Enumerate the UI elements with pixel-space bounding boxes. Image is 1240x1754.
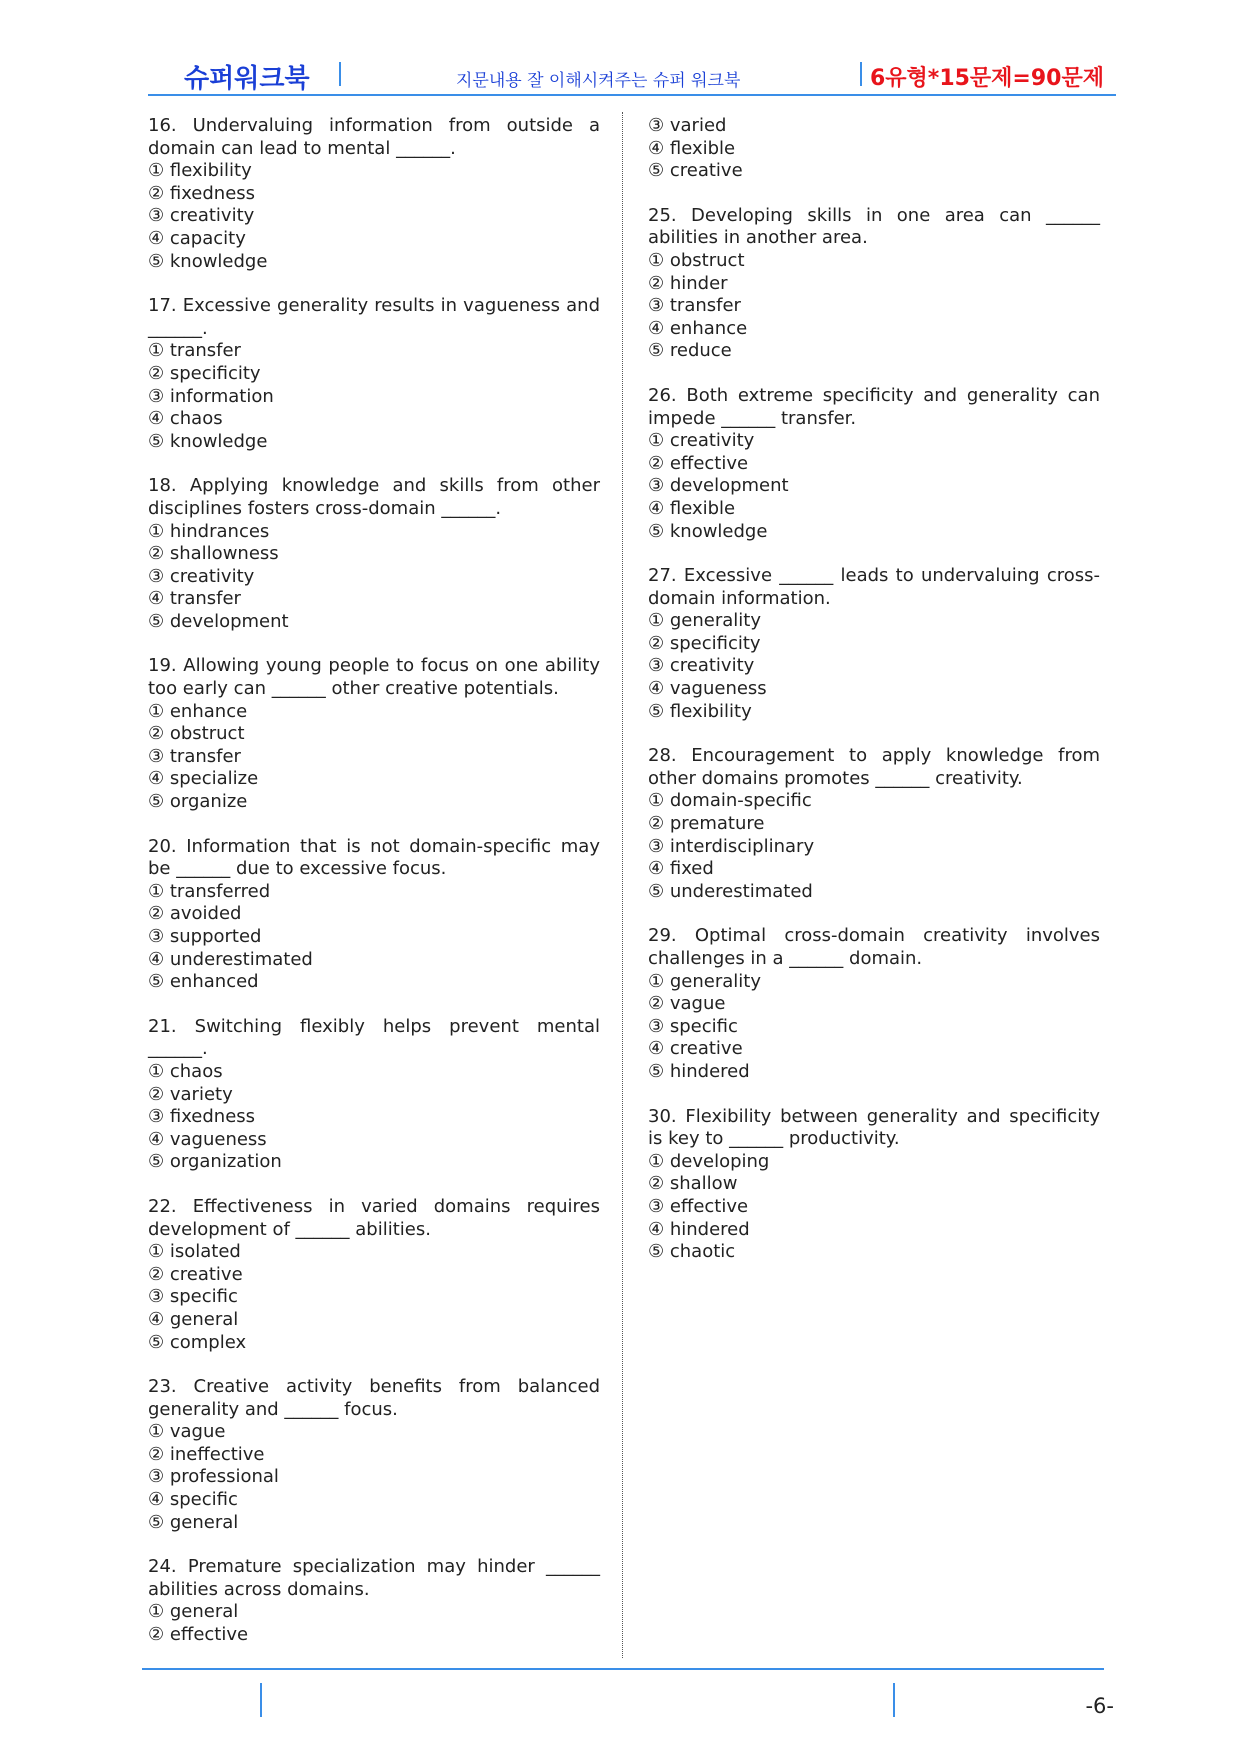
answer-option: ② fixedness — [148, 182, 256, 204]
answer-option: ② vague — [648, 993, 726, 1015]
question-block — [648, 115, 1100, 183]
answer-option: ④ chaos — [148, 408, 223, 430]
answer-option: ① obstruct — [648, 249, 745, 271]
answer-option: ④ specific — [148, 1489, 238, 1511]
answer-option: ② effective — [148, 1624, 249, 1646]
answer-option: ③ development — [648, 475, 789, 497]
question-block — [648, 205, 1100, 363]
answer-option: ② ineffective — [148, 1443, 265, 1465]
question-block — [148, 836, 600, 994]
answer-option: ① transferred — [148, 880, 271, 902]
question-stem: 29. Optimal cross-domain creativity involves challenges in a ______ domain. — [648, 925, 1100, 969]
question-stem: 17. Excessive generality results in vagueness and ______. — [148, 295, 600, 339]
answer-option: ④ transfer — [148, 588, 241, 610]
answer-option: ③ creativity — [148, 205, 255, 227]
answer-option: ① domain-specific — [648, 790, 812, 812]
answer-option: ⑤ hindered — [648, 1060, 750, 1082]
answer-option: ① developing — [648, 1150, 770, 1172]
answer-option: ① enhance — [148, 700, 248, 722]
question-stem: 23. Creative activity benefits from balanced generality and ______ focus. — [148, 1376, 600, 1420]
answer-option: ⑤ creative — [648, 160, 743, 182]
answer-option: ⑤ enhanced — [148, 971, 259, 993]
right-column — [648, 115, 1100, 1286]
answer-option: ⑤ general — [148, 1511, 239, 1533]
answer-option: ② hinder — [648, 272, 728, 294]
header-subtitle: 지문내용 잘 이해시켜주는 슈퍼 워크북 — [456, 71, 741, 91]
left-column — [148, 115, 600, 1669]
answer-option: ② obstruct — [148, 723, 245, 745]
answer-option: ④ general — [148, 1308, 239, 1330]
answer-option: ① vague — [148, 1421, 226, 1443]
answer-option: ③ transfer — [148, 745, 241, 767]
question-block — [148, 1196, 600, 1354]
answer-option: ③ effective — [648, 1195, 749, 1217]
question-block — [148, 655, 600, 813]
question-stem: 21. Switching flexibly helps prevent mental ______. — [148, 1015, 600, 1060]
brand-title: 슈퍼워크북 — [184, 64, 310, 94]
answer-option: ① creativity — [648, 430, 755, 452]
answer-option: ③ fixedness — [148, 1106, 256, 1128]
answer-option: ③ specific — [148, 1286, 238, 1308]
answer-option: ② premature — [648, 813, 765, 835]
question-block — [648, 925, 1100, 1083]
answer-option: ④ enhance — [648, 317, 748, 339]
footer-rule — [142, 1668, 1104, 1670]
answer-option: ② creative — [148, 1263, 243, 1285]
question-block — [148, 295, 600, 453]
answer-option: ③ professional — [148, 1466, 279, 1488]
question-block — [148, 1376, 600, 1534]
header-rule — [148, 94, 1116, 96]
answer-option: ③ creativity — [648, 655, 755, 677]
footer-divider-right — [893, 1683, 895, 1717]
question-stem: 22. Effectiveness in varied domains requires development of ______ abilities. — [148, 1195, 600, 1240]
question-block — [648, 745, 1100, 903]
answer-option: ① chaos — [148, 1060, 223, 1082]
answer-option: ④ vagueness — [648, 678, 767, 700]
question-stem: 20. Information that is not domain-specific may be ______ due to excessive focus. — [148, 835, 600, 880]
answer-option: ① isolated — [148, 1241, 241, 1263]
answer-option: ⑤ reduce — [648, 340, 732, 362]
answer-option: ② variety — [148, 1083, 233, 1105]
answer-option: ⑤ organize — [148, 791, 248, 813]
answer-option: ⑤ flexibility — [648, 700, 752, 722]
answer-option: ④ flexible — [648, 137, 736, 159]
answer-option: ③ transfer — [648, 295, 741, 317]
answer-option: ④ hindered — [648, 1218, 750, 1240]
answer-option: ① flexibility — [148, 160, 252, 182]
answer-option: ⑤ complex — [148, 1331, 247, 1353]
question-stem: 27. Excessive ______ leads to undervaluing cross-domain information. — [648, 565, 1100, 609]
answer-option: ② avoided — [148, 903, 242, 925]
answer-option: ② shallowness — [148, 543, 279, 565]
answer-option: ⑤ knowledge — [148, 250, 268, 272]
answer-option: ④ vagueness — [148, 1128, 267, 1150]
question-stem: 19. Allowing young people to focus on one ability too early can ______ other creative potentials. — [148, 655, 600, 700]
answer-option: ④ creative — [648, 1038, 743, 1060]
answer-option: ④ specialize — [148, 768, 259, 790]
answer-option: ① generality — [648, 970, 761, 992]
answer-option: ① generality — [648, 610, 761, 632]
answer-option: ③ interdisciplinary — [648, 835, 815, 857]
answer-option: ③ creativity — [148, 565, 255, 587]
question-stem: 16. Undervaluing information from outside a domain can lead to mental ______. — [148, 115, 600, 159]
answer-option: ① hindrances — [148, 520, 270, 542]
answer-option: ② effective — [648, 452, 749, 474]
answer-option: ③ specific — [648, 1015, 738, 1037]
question-block — [648, 385, 1100, 543]
question-stem: 18. Applying knowledge and skills from other disciplines fosters cross-domain ______. — [148, 475, 600, 519]
question-stem: 24. Premature specialization may hinder ______ abilities across domains. — [148, 1556, 600, 1600]
header-divider-right — [860, 62, 862, 86]
column-divider — [622, 112, 623, 1658]
answer-option: ③ varied — [648, 115, 727, 136]
question-block — [148, 1556, 600, 1646]
question-stem: 25. Developing skills in one area can ______ abilities in another area. — [648, 204, 1100, 249]
footer-divider-left — [260, 1683, 262, 1717]
answer-option: ④ underestimated — [148, 948, 313, 970]
answer-option: ④ capacity — [148, 227, 246, 249]
answer-option: ③ supported — [148, 926, 262, 947]
answer-option: ① general — [148, 1601, 239, 1623]
answer-option: ⑤ development — [148, 610, 289, 632]
header-divider-left — [339, 62, 341, 86]
answer-option: ② specificity — [148, 362, 261, 384]
answer-option: ② shallow — [648, 1173, 738, 1195]
question-block — [148, 115, 600, 273]
answer-option: ⑤ underestimated — [648, 880, 813, 902]
question-block — [148, 475, 600, 633]
answer-option: ④ fixed — [648, 858, 714, 880]
question-block — [648, 1106, 1100, 1264]
answer-option: ⑤ knowledge — [648, 520, 768, 542]
question-count: 6유형*15문제=90문제 — [870, 66, 1104, 91]
question-stem: 30. Flexibility between generality and specificity is key to ______ productivity. — [648, 1105, 1100, 1150]
question-stem: 28. Encouragement to apply knowledge from other domains promotes ______ creativity. — [648, 745, 1100, 789]
answer-option: ⑤ knowledge — [148, 430, 268, 452]
answer-option: ① transfer — [148, 340, 241, 362]
answer-option: ⑤ chaotic — [648, 1241, 736, 1263]
page-header — [148, 56, 1116, 98]
question-stem: 26. Both extreme specificity and generality can impede ______ transfer. — [648, 384, 1100, 429]
answer-option: ⑤ organization — [148, 1151, 282, 1173]
answer-option: ④ flexible — [648, 497, 736, 519]
question-block — [648, 565, 1100, 723]
question-block — [148, 1016, 600, 1174]
answer-option: ② specificity — [648, 632, 761, 654]
page-number: -6- — [1085, 1694, 1114, 1718]
answer-option: ③ information — [148, 385, 274, 407]
